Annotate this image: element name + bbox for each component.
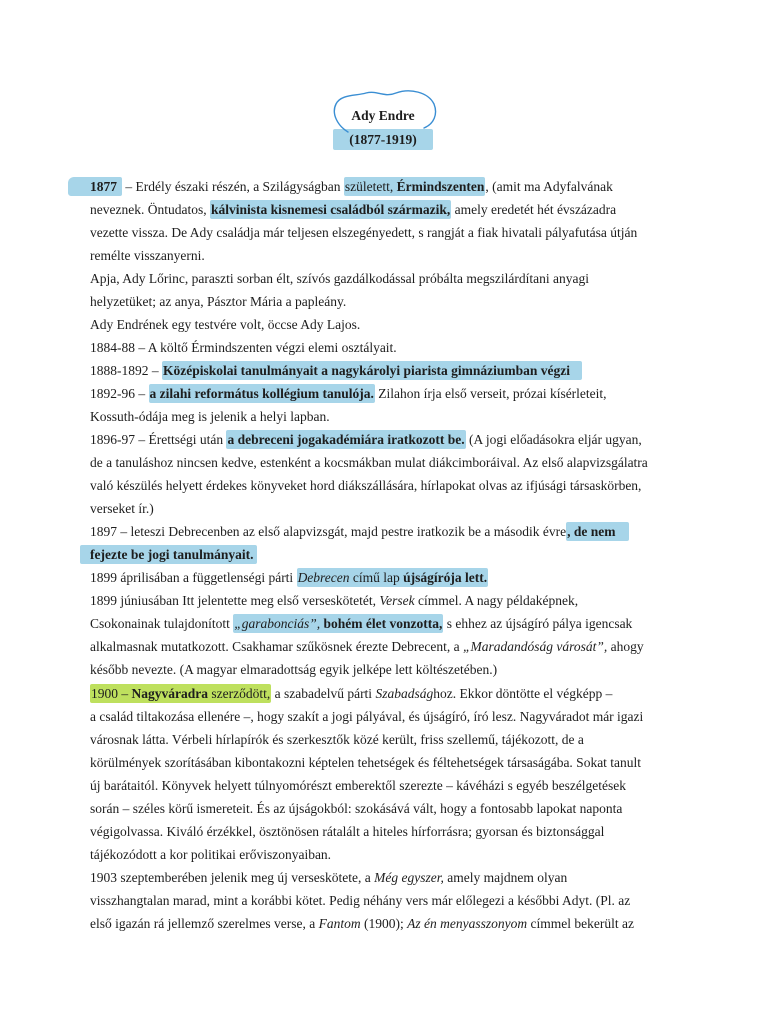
text-segment: alkalmasnak mutatkozott. Csakhamar szűkösnek érezte Debrecent, a (90, 639, 463, 655)
text-segment: szerződött, (208, 685, 271, 701)
text-segment: 1900 – (91, 685, 132, 701)
text-segment: s ehhez az újságíró pálya igencsak (443, 616, 633, 632)
italic-book-title: Még egyszer, (374, 869, 444, 885)
text-segment: 1903 szeptemberében jelenik meg új verseskötete, a (90, 869, 375, 885)
text-segment: neveznek. Öntudatos, (90, 201, 210, 217)
text-line: végigolvassa. Kiváló érzékkel, ösztönösen rátalált a hiteles hírforrásra; gyorsan és biztonsággal (90, 823, 605, 839)
highlight-marker (297, 568, 489, 587)
title-text: Ady Endre (351, 108, 415, 123)
italic-newspaper-title: Debrecen (297, 570, 350, 586)
text-line: 1884-88 – A költő Érmindszenten végzi elemi osztályait. (90, 339, 397, 355)
text-line (90, 175, 690, 198)
text-line: városnak látta. Vérbeli hírlapírók és szerkesztők közé került, friss szellemű, tájékozott, de a (90, 731, 584, 747)
italic-book-title: Versek (379, 593, 415, 609)
highlight-marker: (1877-1919) (333, 129, 433, 150)
text-line (90, 359, 690, 382)
text-line: során – széles körű ismereteit. És az újságokból: szokásává vált, hogy a fontosabb lapokat naponta (90, 800, 623, 816)
italic-quote: „garabonciás”, (234, 616, 324, 632)
text-line: verseket ír.) (90, 501, 154, 517)
highlight-marker (233, 614, 443, 633)
text-line: vezette vissza. De Ady családja már teljesen elszegényedett, s rangját a fiak hivatali pályafutása útján (90, 224, 638, 240)
text-segment: 1897 – leteszi Debrecenben az első alapvizsgát, majd pestre iratkozik be a második évre (90, 524, 567, 540)
text-segment: 1899 júniusában Itt jelentette meg első verseskötetét, (90, 593, 380, 609)
life-years (90, 128, 676, 152)
bold-text: Nagyváradra (131, 685, 208, 701)
text-line (90, 866, 690, 889)
text-segment: című lap (349, 570, 404, 586)
text-line: helyzetüket; az anya, Pásztor Mária a papleány. (90, 293, 347, 309)
text-segment: amely majdnem olyan (443, 869, 568, 885)
highlighted-bold-text: fejezte be jogi tanulmányait. (80, 545, 257, 564)
text-line (90, 382, 690, 405)
text-line (90, 428, 690, 451)
text-line (90, 682, 690, 705)
highlighted-bold-text: Középiskolai tanulmányait a nagykárolyi piarista gimnáziumban végzi (162, 361, 582, 380)
highlighted-bold-text: a zilahi református kollégium tanulója. (149, 385, 374, 401)
text-segment: született, (344, 178, 397, 194)
document-body (90, 175, 690, 936)
bold-text: Érmindszenten (396, 178, 485, 194)
bold-text: újságírója lett. (403, 570, 488, 586)
highlighted-year: 1877 (68, 177, 122, 196)
green-highlight-marker (90, 684, 271, 703)
text-segment: 1899 áprilisában a függetlenségi párti (90, 570, 297, 586)
text-segment: , (amit ma Adyfalvának (485, 178, 613, 194)
text-line (90, 198, 690, 221)
text-segment: címmel bekerült az (527, 916, 634, 931)
italic-newspaper-title: Szabadság (375, 685, 434, 701)
text-segment: (1900); (360, 916, 408, 931)
highlighted-bold-text: , de nem (566, 522, 629, 541)
text-line (90, 912, 690, 935)
text-segment: – Erdély északi részén, a Szilágyságban (122, 178, 344, 194)
text-segment: Zilahon írja első verseit, prózai kísérleteit, (374, 385, 607, 401)
text-segment: Csokonainak tulajdonított (90, 616, 234, 632)
text-line: tájékozódott a kor politikai erőviszonyaiban. (90, 846, 332, 862)
text-segment: a szabadelvű párti (271, 685, 376, 701)
text-line: de a tanuláshoz nincsen kedve, estenként a kocsmákban mulat diákcimboráival. Az első alapvizsgálatra (90, 455, 648, 471)
text-line: Ady Endrének egy testvére volt, öccse Ady Lajos. (90, 316, 361, 332)
text-line: Apja, Ady Lőrinc, paraszti sorban élt, szívós gazdálkodással próbálta megszilárdítani anyagi (90, 270, 589, 286)
italic-poem-title: Fantom (318, 916, 361, 931)
highlighted-bold-text: kálvinista kisnemesi családból származik, (210, 201, 451, 217)
text-line: Kossuth-ódája meg is jelenik a helyi lapban. (90, 408, 330, 424)
text-segment: (A jogi előadásokra eljár ugyan, (465, 432, 642, 448)
text-line: való készülés helyett érdekes könyveket hord diákszállására, hírlapokat olvas az ifjúsági társaskörben, (90, 478, 642, 494)
text-line: a család tiltakozása ellenére –, hogy szakít a jogi pályával, és újságíró, író lesz. Nagyváradot már igazi (90, 708, 644, 724)
text-line (90, 589, 690, 612)
highlighted-bold-text: a debreceni jogakadémiára iratkozott be. (227, 432, 465, 448)
text-segment: 1892-96 – (90, 385, 149, 401)
text-line: körülmények szorításában kibontakozni képtelen tehetségek és féltehetségek társaságába. Sokat tanult (90, 754, 642, 770)
text-line (90, 520, 690, 543)
text-segment: 1896-97 – Érettségi után (90, 432, 227, 448)
text-line: remélte visszanyerni. (90, 247, 205, 263)
italic-quote: „Maradandóság városát”, (462, 639, 608, 655)
text-line: visszhangtalan marad, mint a korábbi kötet. Pedig néhány vers már előlegezi a későbbi Adyt. (Pl. az (90, 892, 631, 908)
text-line (90, 612, 690, 635)
bold-text: bohém élet vonzotta, (323, 616, 443, 632)
text-segment: amely eredetét hét évszázadra (451, 201, 617, 217)
text-line (90, 635, 690, 658)
text-line (90, 543, 690, 566)
text-line: később nevezte. (A magyar elmaradottság egyik jelképe lett költészetében.) (90, 662, 498, 678)
text-line: új barátaitól. Könyvek helyett túlnyomórészt emberektől szerezte – kávéházi s egyéb beszélgetések (90, 777, 627, 793)
text-segment: 1888-1892 – (90, 362, 162, 378)
text-segment: ahogy (607, 639, 644, 655)
text-segment: első igazán rá jellemző szerelmes verse, a (90, 916, 319, 931)
highlight-marker (344, 177, 485, 196)
text-segment: hoz. Ekkor döntötte el végképp – (433, 685, 613, 701)
italic-poem-title: Az én menyasszonyom (407, 916, 528, 931)
text-segment: címmel. A nagy példaképnek, (414, 593, 579, 609)
text-line (90, 566, 690, 589)
page-title (90, 104, 676, 128)
